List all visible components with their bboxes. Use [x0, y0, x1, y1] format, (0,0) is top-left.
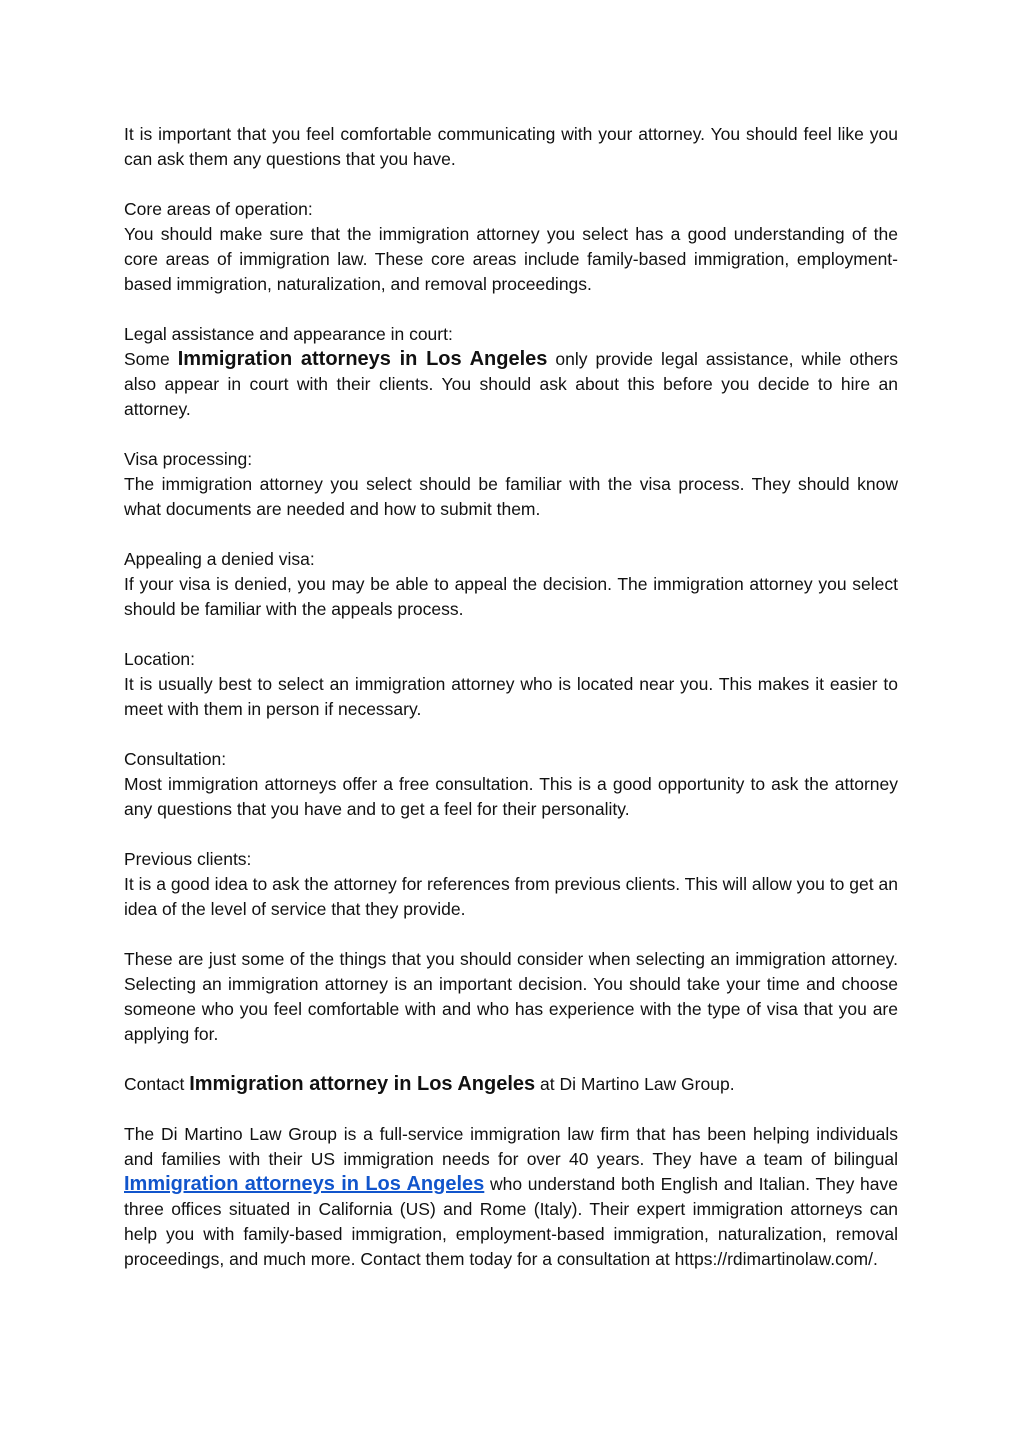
section-body: It is usually best to select an immigration attorney who is located near you. This makes it easier to meet with them in person if necessary. [124, 674, 898, 719]
contact-pre: Contact [124, 1074, 190, 1094]
about-post: who understand both English and Italian. They have three offices situated in California (US) and Rome (Italy). Their expert immigration attorneys can help you with family-based immigration, employment-based immigration, naturalization, removal proceedings, and much more. Contact them today for a consultation at https://rdimartinolaw.com/. [124, 1174, 898, 1269]
section-legal [124, 322, 898, 422]
intro-text: It is important that you feel comfortable communicating with your attorney. You should feel like you can ask them any questions that you have. [124, 124, 898, 169]
section-consultation [124, 747, 898, 822]
intro-paragraph [124, 122, 898, 172]
about-paragraph [124, 1122, 898, 1272]
section-core [124, 197, 898, 297]
section-heading: Appealing a denied visa: [124, 549, 315, 569]
section-heading: Core areas of operation: [124, 199, 313, 219]
section-heading: Visa processing: [124, 449, 253, 469]
keyword-phrase: Immigration attorneys in Los Angeles [177, 348, 548, 370]
closing-paragraph [124, 947, 898, 1047]
section-body: The immigration attorney you select should be familiar with the visa process. They should know what documents are needed and how to submit them. [124, 474, 898, 519]
section-heading: Legal assistance and appearance in court: [124, 324, 453, 344]
section-visa [124, 447, 898, 522]
closing-text: These are just some of the things that you should consider when selecting an immigration attorney. Selecting an immigration attorney is an important decision. You should take your time and choose someone who you feel comfortable with and who has experience with the type of visa that you are applying for. [124, 949, 898, 1044]
section-body: You should make sure that the immigration attorney you select has a good understanding of the core areas of immigration law. These core areas include family-based immigration, employment-based immigration, naturalization, and removal proceedings. [124, 224, 898, 294]
section-previous-clients [124, 847, 898, 922]
about-pre: The Di Martino Law Group is a full-service immigration law firm that has been helping individuals and families with their US immigration needs for over 40 years. They have a team of bilingual [124, 1124, 898, 1169]
section-body: Most immigration attorneys offer a free consultation. This is a good opportunity to ask the attorney any questions that you have and to get a feel for their personality. [124, 774, 898, 819]
section-heading: Previous clients: [124, 849, 252, 869]
section-body-post: only provide legal assistance, while others also appear in court with their clients. You should ask about this before you decide to hire an attorney. [124, 349, 898, 419]
keyword-phrase: Immigration attorney in Los Angeles [189, 1073, 536, 1095]
section-body-pre: Some [124, 349, 178, 369]
contact-line [124, 1072, 898, 1097]
section-heading: Consultation: [124, 749, 227, 769]
section-location [124, 647, 898, 722]
section-body: It is a good idea to ask the attorney for references from previous clients. This will allow you to get an idea of the level of service that they provide. [124, 874, 898, 919]
section-appeal [124, 547, 898, 622]
attorneys-link[interactable]: Immigration attorneys in Los Angeles [124, 1173, 485, 1195]
section-heading: Location: [124, 649, 196, 669]
document-page [124, 122, 898, 1297]
section-body: If your visa is denied, you may be able to appeal the decision. The immigration attorney you select should be familiar with the appeals process. [124, 574, 898, 619]
contact-post: at Di Martino Law Group. [535, 1074, 735, 1094]
